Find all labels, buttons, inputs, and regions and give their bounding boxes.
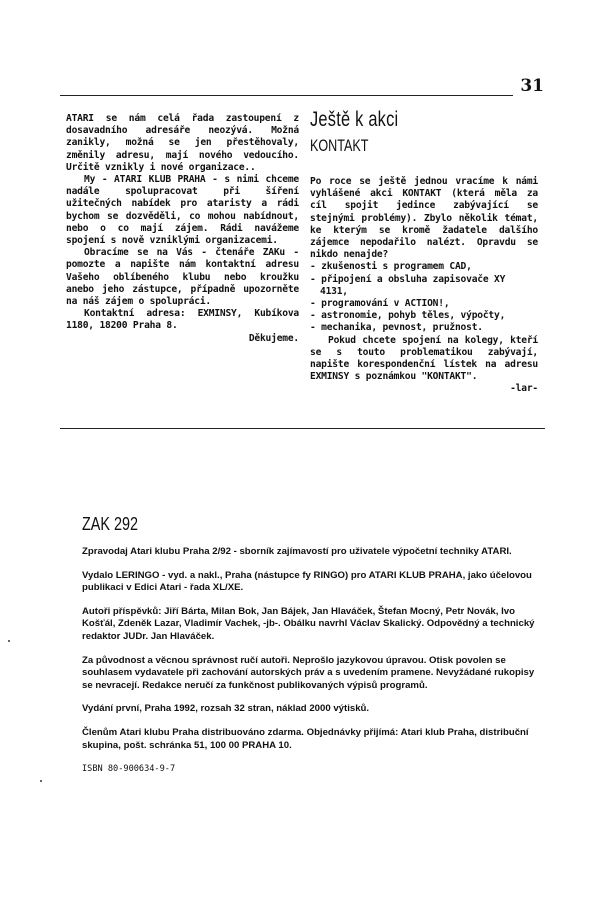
scan-speck [40,780,42,782]
list-item: - programování v ACTION!, [310,298,450,310]
right-paragraph-1: Po roce se ještě jednou vracíme k námi vyhlášené akci KONTAKT (která měla za cíl spojit jedince zabývající se stejnými problémy). Zbylo několik témat, ke kterým se kromě žadatele dalšího zájemce nepodařilo nalézt. Opravdu se nikdo nenajde? [310,176,538,261]
right-paragraph-2: Pokud chcete spojení na kolegy, kteří se s touto problematikou zabývají, napište korespondenční lístek na adresu EXMINSY s poznámkou "KONTAKT". [310,334,538,383]
topic-list [310,261,538,334]
imprint-authors: Autoři příspěvků: Jiří Bárta, Milan Bok, Jan Bájek, Jan Hlaváček, Štefan Mocný, Petr Novák, Ivo Košťál, Zdeněk Lazar, Vladimír Vachek, -jb-. Obálku navrhl Václav Skalický. Odpovědný a technický redaktor JUDr. Jan Hlaváček. [82,605,535,642]
imprint-distribution: Členům Atari klubu Praha distribuováno zdarma. Objednávky přijímá: Atari klub Praha, distribuční skupina, pošt. schránka 51, 100 00 PRAHA 10. [82,726,529,751]
imprint-title: ZAK 292 [82,514,139,534]
article-subtitle: KONTAKT [310,136,369,155]
left-closing: Děkujeme. [248,332,299,344]
left-paragraph-4: Kontaktní adresa: EXMINSY, Kubíkova 1180, 18200 Praha 8. [66,308,299,332]
article-title: Ještě k akci [310,108,399,131]
page-number: 31 [520,76,544,96]
list-item: - připojení a obsluha zapisovače XY 4131, [310,273,506,297]
list-item: - mechanika, pevnost, pružnost. [310,322,483,334]
imprint-publisher: Vydalo LERINGO - vyd. a nakl., Praha (nástupce fy RINGO) pro ATARI KLUB PRAHA, jako účelovou publikaci v Edici Atari - řada XL/XE. [82,569,532,594]
isbn: ISBN 80-900634-9-7 [82,764,176,775]
imprint-edition: Vydání první, Praha 1992, rozsah 32 stran, náklad 2000 výtisků. [82,703,370,715]
left-paragraph-3: Obracíme se na Vás - čtenáře ZAKu - pomozte a napište nám kontaktní adresu Vašeho oblíbeného klubu nebo kroužku anebo jeho zástupce, případně upozorněte na náš zájem o spolupráci. [66,247,299,308]
imprint-description: Zpravodaj Atari klubu Praha 2/92 - sborník zajímavostí pro uživatele výpočetní techniky ATARI. [82,546,512,557]
signature: -lar- [510,383,538,395]
list-item: - astronomie, pohyb těles, výpočty, [310,310,506,322]
left-paragraph-2: My - ATARI KLUB PRAHA - s nimi chceme nadále spolupracovat při šíření užitečných nabídek pro ataristy a rádi bychom se dozvěděli, co mohou nabídnout, nebo o co mají zájem. Rádi navážeme spojení s nově vzniklými organizacemi. [66,174,299,247]
imprint-block [82,514,542,787]
top-rule [60,95,513,96]
left-paragraph-1: ATARI se nám celá řada zastoupení z dosavadního adresáře neozývá. Možná zanikly, možná se jen přestěhovaly, změnily adresu, mají nového vedoucího. Určitě vznikly i nové organizace.. [66,113,299,173]
imprint-disclaimer: Za původnost a věcnou správnost ručí autoři. Neprošlo jazykovou úpravou. Otisk povolen se souhlasem vydavatele při zachování autorských práv a s uvedením pramene. Nevyžádané rukopisy se nevracejí. Redakce neručí za funkčnost publikovaných výpisů programů. [82,654,535,691]
list-item: - zkušenosti s programem CAD, [310,261,472,273]
scan-speck [8,640,10,642]
left-column [66,113,299,345]
section-rule [60,428,545,429]
right-column [310,176,538,396]
